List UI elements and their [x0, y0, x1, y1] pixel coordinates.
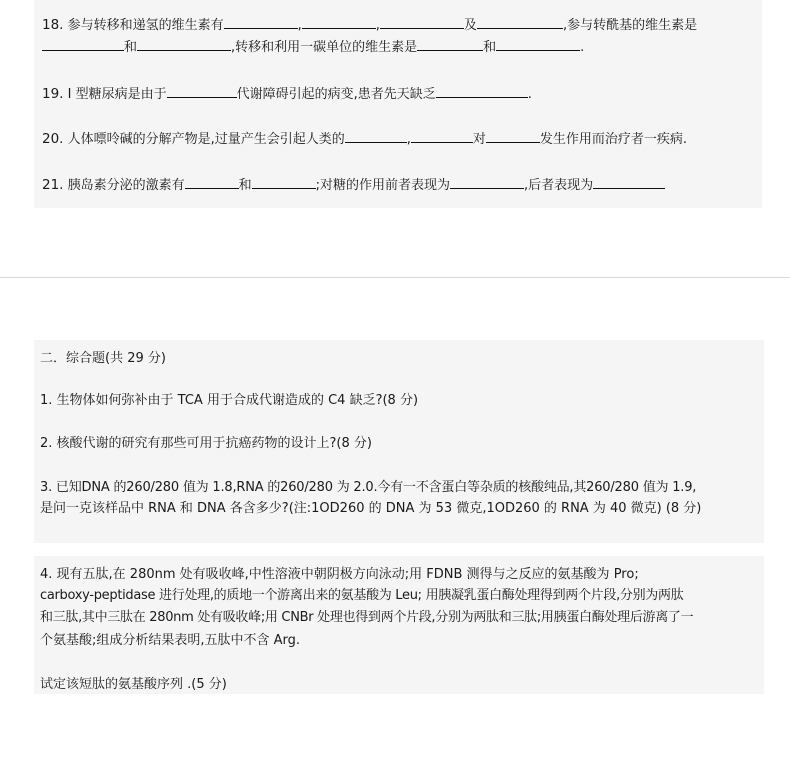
- question-4-line-1: 4. 现有五肽,在 280nm 处有吸收峰,中性溶液中朝阴极方向泳动;用 FDNB 测得与之反应的氨基酸为 Pro;: [40, 567, 639, 582]
- answer-blank: [496, 36, 580, 51]
- question-text: 和: [124, 40, 138, 55]
- question-text: 代谢障碍引起的病变,患者先天缺乏: [236, 87, 436, 102]
- question-4-line-4: 个氨基酸;组成分析结果表明,五肽中不含 Arg.: [40, 633, 301, 648]
- question-text: I 型糖尿病是由于: [67, 87, 167, 102]
- question-text: 胰岛素分泌的激素有: [67, 178, 185, 193]
- answer-blank: [380, 14, 464, 29]
- question-4-line-3: 和三肽,其中三肽在 280nm 处有吸收峰;用 CNBr 处理也得到两个片段,分别为两肽和三肽;用胰蛋白酶处理后游离了一: [40, 610, 694, 625]
- answer-blank: [417, 36, 483, 51]
- question-text: 人体嘌呤碱的分解产物是,过量产生会引起人类的: [67, 132, 345, 147]
- question-text: ;对糖的作用前者表现为: [315, 178, 451, 193]
- question-18-line-1: [42, 14, 697, 35]
- question-text: 和: [483, 40, 497, 55]
- question-number: 20.: [42, 131, 64, 147]
- answer-blank: [252, 174, 316, 189]
- question-text: .: [580, 40, 585, 55]
- answer-blank: [486, 128, 540, 143]
- question-4-task: 试定该短肽的氨基酸序列 .(5 分): [40, 677, 227, 692]
- answer-blank: [167, 83, 237, 98]
- question-text: 和: [238, 178, 252, 193]
- answer-blank: [411, 128, 473, 143]
- question-text: 对: [472, 132, 486, 147]
- question-3-line-1: 3. 已知DNA 的260/280 值为 1.8,RNA 的260/280 为 2.0.今有一不含蛋白等杂质的核酸纯品,其260/280 值为 1.9,: [40, 480, 697, 495]
- answer-blank: [302, 14, 376, 29]
- question-number: 18.: [42, 17, 64, 33]
- question-text: ,: [406, 132, 411, 147]
- answer-blank: [450, 174, 524, 189]
- question-text: 发生作用而治疗者一疾病.: [539, 132, 688, 147]
- answer-blank: [345, 128, 407, 143]
- question-19: [42, 83, 532, 104]
- answer-blank: [593, 174, 665, 189]
- answer-blank: [477, 14, 563, 29]
- question-21: [42, 174, 665, 195]
- question-text: ,: [297, 18, 302, 33]
- question-2: 2. 核酸代谢的研究有那些可用于抗癌药物的设计上?(8 分): [40, 436, 372, 451]
- question-20: [42, 128, 687, 149]
- question-text: .: [527, 87, 532, 102]
- question-text: ,后者表现为: [524, 178, 594, 193]
- question-18-line-2: [42, 36, 584, 57]
- question-3-line-2: 是问一克该样品中 RNA 和 DNA 各含多少?(注:1OD260 的 DNA 为 53 微克,1OD260 的 RNA 为 40 微克) (8 分): [40, 501, 702, 516]
- answer-blank: [42, 36, 124, 51]
- question-text: ,: [375, 18, 380, 33]
- question-number: 21.: [42, 177, 64, 193]
- question-text: 及: [463, 18, 477, 33]
- question-number: 19.: [42, 86, 64, 102]
- question-1: 1. 生物体如何弥补由于 TCA 用于合成代谢造成的 C4 缺乏?(8 分): [40, 393, 419, 408]
- answer-blank: [224, 14, 298, 29]
- question-text: ,转移和利用一碳单位的维生素是: [231, 40, 418, 55]
- answer-blank: [436, 83, 528, 98]
- question-4-line-2: carboxy-peptidase 进行处理,的质地一个游离出来的氨基酸为 Leu; 用胰凝乳蛋白酶处理得到两个片段,分别为两肽: [40, 588, 684, 603]
- question-text: 参与转移和递氢的维生素有: [67, 18, 224, 33]
- answer-blank: [185, 174, 239, 189]
- section-heading: 二．综合题(共 29 分): [40, 351, 166, 366]
- page-divider: [0, 277, 790, 278]
- answer-blank: [137, 36, 231, 51]
- question-text: ,参与转酰基的维生素是: [562, 18, 698, 33]
